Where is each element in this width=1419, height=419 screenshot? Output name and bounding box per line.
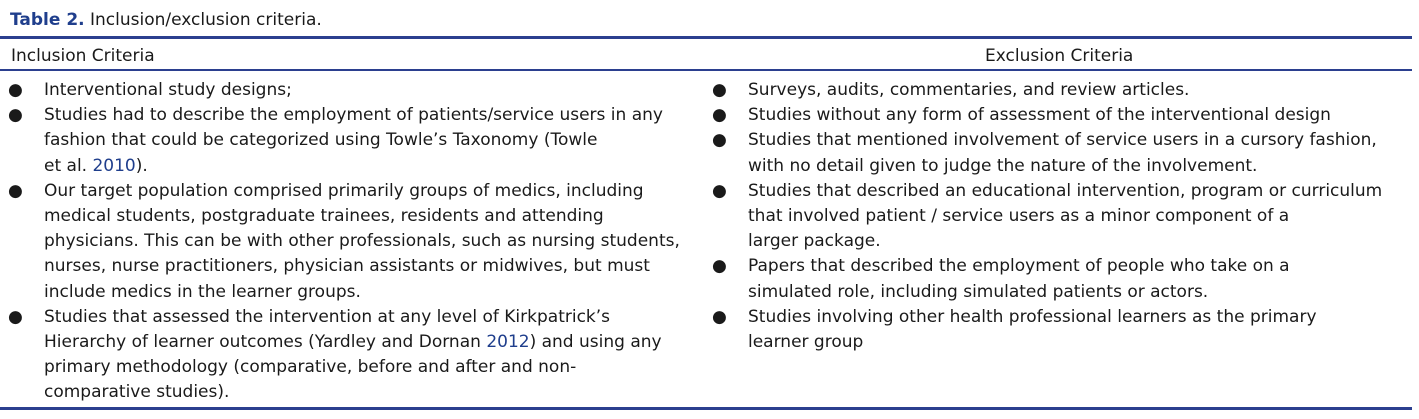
top-rule (0, 36, 1412, 39)
criterion-text: et al. (44, 155, 93, 176)
bullet-icon: ● (8, 306, 23, 327)
criterion-line: Surveys, audits, commentaries, and review articles. (748, 80, 1190, 100)
criterion-line: that involved patient / service users as a minor component of a (748, 206, 1290, 227)
bullet-icon: ● (8, 180, 23, 201)
inclusion-item (8, 179, 708, 305)
exclusion-column (712, 78, 1412, 355)
bullet-icon: ● (8, 105, 23, 126)
inclusion-header: Inclusion Criteria (11, 46, 155, 66)
criterion-line: with no detail given to judge the nature of the involvement. (748, 155, 1258, 176)
citation-link[interactable]: 2012 (486, 332, 530, 353)
criterion-line: Studies involving other health professional learners as the primary (748, 306, 1317, 327)
exclusion-item (712, 78, 1412, 103)
criterion-line: physicians. This can be with other professionals, such as nursing students, (44, 231, 680, 252)
criterion-line: Our target population comprised primarily groups of medics, including (44, 180, 644, 201)
criterion-line (44, 154, 708, 179)
criterion-text: ) and using any (529, 332, 662, 353)
exclusion-item (712, 128, 1412, 178)
exclusion-item (712, 254, 1412, 304)
criterion-line: simulated role, including simulated patients or actors. (748, 281, 1209, 302)
criterion-line: Studies that mentioned involvement of service users in a cursory fashion, (748, 130, 1377, 151)
exclusion-item (712, 305, 1412, 355)
inclusion-item (8, 78, 708, 103)
criterion-line: include medics in the learner groups. (44, 281, 361, 302)
criterion-line: nurses, nurse practitioners, physician assistants or midwives, but must (44, 256, 650, 277)
bottom-rule (0, 407, 1412, 410)
bullet-icon: ● (712, 306, 727, 327)
exclusion-item (712, 179, 1412, 255)
criterion-line: Studies that assessed the intervention at any level of Kirkpatrick’s (44, 306, 611, 327)
table-caption (10, 9, 322, 31)
criterion-line: larger package. (748, 231, 881, 252)
bullet-icon: ● (712, 105, 727, 126)
criterion-line: Studies without any form of assessment of the interventional design (748, 105, 1331, 126)
criterion-line: comparative studies). (44, 382, 230, 403)
criterion-line: primary methodology (comparative, before and after and non- (44, 357, 577, 378)
criterion-line: Studies had to describe the employment of patients/service users in any (44, 105, 663, 126)
criterion-text: ). (135, 155, 148, 176)
table-title: Inclusion/exclusion criteria. (90, 10, 322, 30)
bullet-icon: ● (712, 80, 727, 100)
criterion-line: Interventional study designs; (44, 80, 292, 100)
bullet-icon: ● (8, 80, 23, 100)
bullet-icon: ● (712, 130, 727, 151)
inclusion-item (8, 305, 708, 406)
inclusion-item (8, 103, 708, 179)
bullet-icon: ● (712, 256, 727, 277)
criterion-text: Hierarchy of learner outcomes (Yardley and Dornan (44, 332, 487, 353)
criterion-line: fashion that could be categorized using Towle’s Taxonomy (Towle (44, 130, 598, 151)
bullet-icon: ● (712, 180, 727, 201)
criterion-line: medical students, postgraduate trainees, residents and attending (44, 206, 604, 227)
header-rule (0, 69, 1412, 71)
exclusion-item (712, 103, 1412, 128)
citation-link[interactable]: 2010 (92, 155, 136, 176)
criterion-line: Papers that described the employment of people who take on a (748, 256, 1290, 277)
criterion-line: Studies that described an educational intervention, program or curriculum (748, 180, 1383, 201)
inclusion-column (8, 78, 708, 406)
criterion-line (44, 330, 708, 355)
exclusion-header: Exclusion Criteria (985, 46, 1134, 66)
criterion-line: learner group (748, 332, 864, 353)
table-label: Table 2. (10, 10, 85, 30)
